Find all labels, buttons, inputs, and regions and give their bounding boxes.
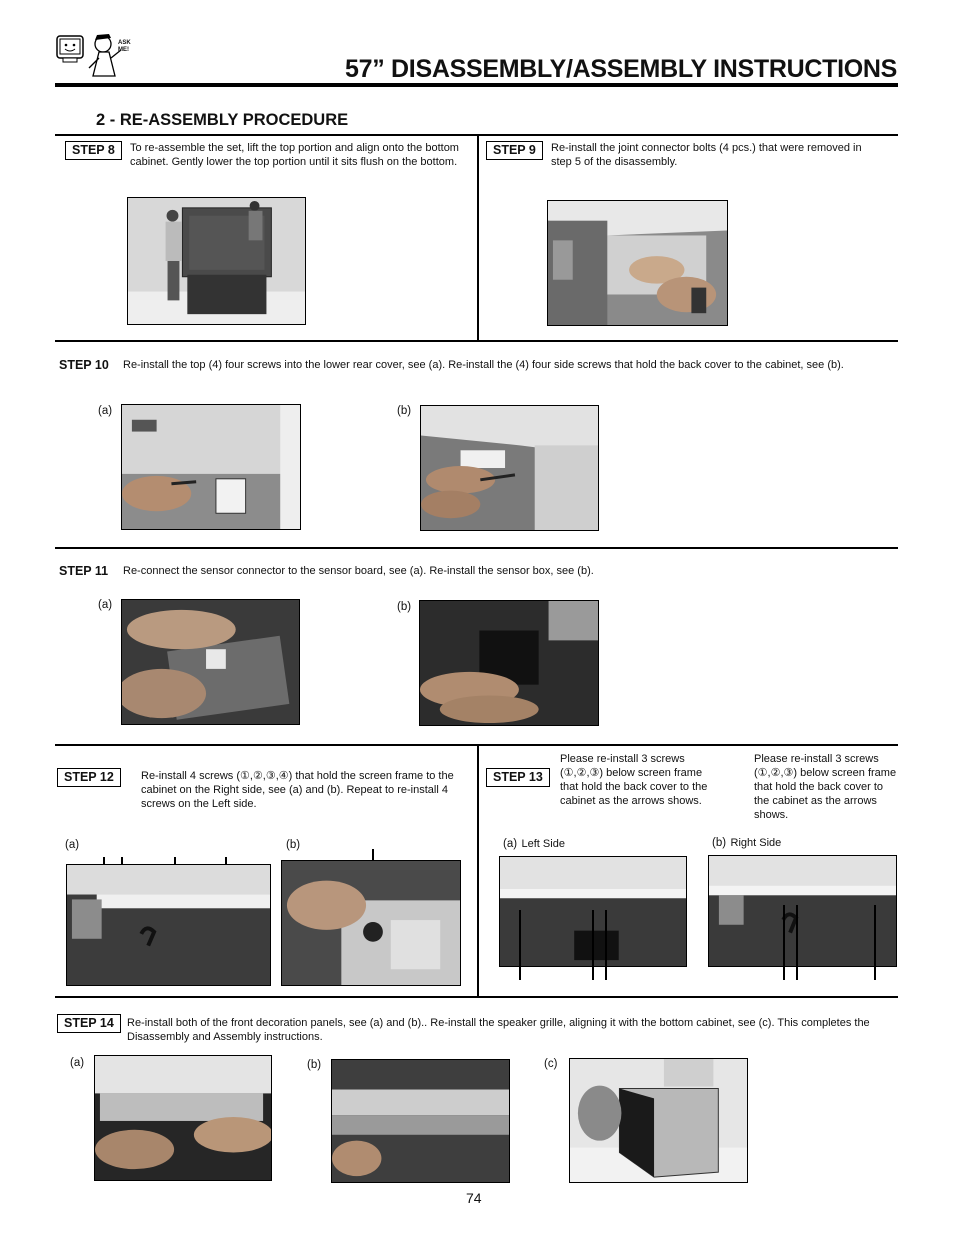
column-divider	[477, 134, 479, 340]
left-side-caption: Left Side	[521, 838, 565, 850]
step-11-label: STEP 11	[59, 564, 109, 578]
section-title: 2 - RE-ASSEMBLY PROCEDURE	[96, 111, 349, 129]
step-11-label-a: (a)	[98, 599, 113, 611]
step-10-photo-a	[121, 404, 301, 530]
right-side-caption: Right Side	[730, 837, 782, 849]
step-11-photo-b	[419, 600, 599, 726]
arrow-left-3	[605, 910, 607, 980]
step-10-label-a: (a)	[98, 405, 113, 417]
step-14-label: STEP 14	[57, 1014, 121, 1033]
page-title: 57” DISASSEMBLY/ASSEMBLY INSTRUCTIONS	[345, 55, 897, 83]
arrow-right-1	[783, 905, 785, 980]
step-14-label-c: (c)	[544, 1058, 558, 1070]
step-13-caption-a	[503, 834, 565, 852]
step-11-photo-a	[121, 599, 300, 725]
step-14-label-a: (a)	[70, 1057, 85, 1069]
logo-text: ASK ME!	[118, 40, 131, 53]
step-11-text: Re-connect the sensor connector to the sensor board, see (a). Re-install the sensor box, see (b).	[123, 565, 594, 577]
divider	[55, 996, 898, 998]
step-8-label: STEP 8	[65, 141, 122, 160]
step-14-photo-c	[569, 1058, 748, 1183]
divider	[55, 547, 898, 549]
step-12-label-a: (a)	[65, 839, 80, 851]
step-12-photo-b	[281, 860, 461, 986]
step-14-photo-b	[331, 1059, 510, 1183]
step-12-label-b: (b)	[286, 839, 301, 851]
arrow-left-2	[592, 910, 594, 980]
arrow-left-1	[519, 910, 521, 980]
divider	[55, 340, 898, 342]
step-13-caption-b	[712, 833, 781, 851]
step-9-label: STEP 9	[486, 141, 543, 160]
column-divider	[477, 744, 479, 996]
step-13-label: STEP 13	[486, 768, 550, 787]
title-rule	[55, 83, 898, 87]
step-10-label-b: (b)	[397, 405, 412, 417]
step-14-label-b: (b)	[307, 1059, 322, 1071]
arrow-right-2	[796, 905, 798, 980]
step-8-photo	[127, 197, 306, 325]
step-14-photo-a	[94, 1055, 272, 1181]
step-13-text-right: Please re-install 3 screws (①,②,③) below screen frame that hold the back cover to the cabinet as the arrows shows.	[754, 753, 897, 821]
step-10-label: STEP 10	[59, 358, 109, 372]
step-13-text-left: Please re-install 3 screws (①,②,③) below screen frame that hold the back cover to the cabinet as the arrows shows.	[560, 753, 708, 807]
arrow-right-3	[874, 905, 876, 980]
step-13-label-a: (a)	[503, 838, 518, 850]
step-11-label-b: (b)	[397, 601, 412, 613]
step-13-photo-right	[708, 855, 897, 967]
step-10-text: Re-install the top (4) four screws into the lower rear cover, see (a). Re-install the (4) four side screws that hold the back cover to the cabinet, see (b).	[123, 359, 844, 371]
step-12-photo-a	[66, 864, 271, 986]
step-10-photo-b	[420, 405, 599, 531]
ask-me-logo	[55, 30, 135, 80]
step-13-label-b: (b)	[712, 837, 727, 849]
step-14-text: Re-install both of the front decoration panels, see (a) and (b).. Re-install the speaker grille, aligning it with the bottom cabinet, see (c). This completes the Disassembly and Assembly instructions.	[127, 1017, 870, 1043]
step-8-text: To re-assemble the set, lift the top portion and align onto the bottom cabinet. Gently lower the top portion until it sits flush on the bottom.	[130, 142, 459, 168]
step-9-photo	[547, 200, 728, 326]
step-12-text: Re-install 4 screws (①,②,③,④) that hold the screen frame to the cabinet on the Right side, see (a) and (b). Repeat to re-install 4 screws on the Left side.	[141, 770, 454, 810]
step-9-text: Re-install the joint connector bolts (4 pcs.) that were removed in step 5 of the disassembly.	[551, 142, 862, 168]
step-12-label: STEP 12	[57, 768, 121, 787]
page-number: 74	[466, 1190, 482, 1206]
